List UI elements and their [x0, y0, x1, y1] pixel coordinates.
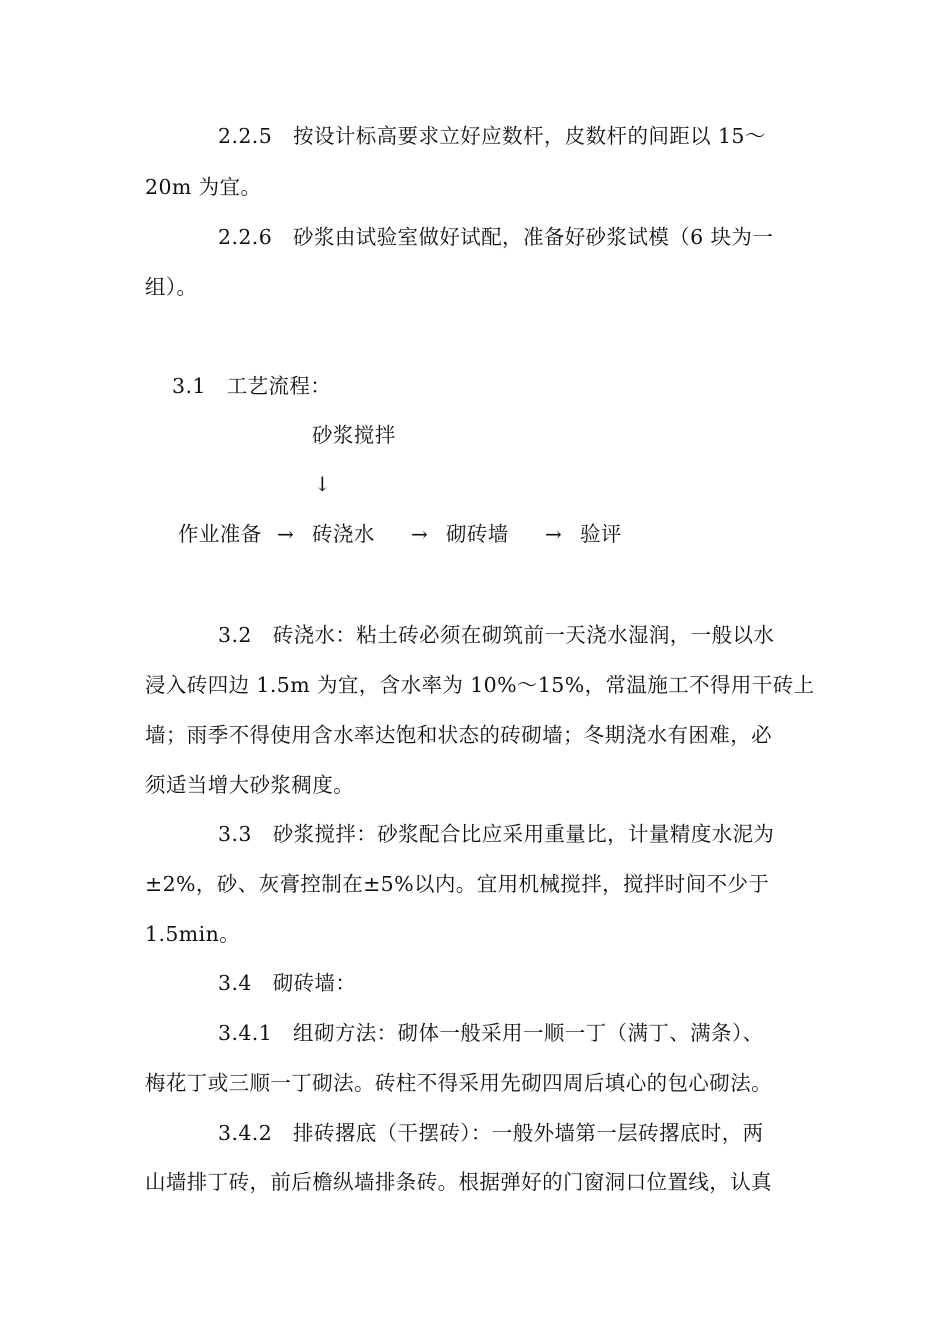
- paragraph-3-3-line-3: 1.5min。: [145, 922, 241, 946]
- flow-node-mortar-mixing: 砂浆搅拌: [312, 423, 396, 447]
- flow-node-brick-watering: 砖浇水: [312, 522, 375, 546]
- paragraph-2-2-5-line-1: 2.2.5 按设计标高要求立好应数杆，皮数杆的间距以 15～: [218, 124, 766, 148]
- paragraph-3-3-line-2: ±2%，砂、灰膏控制在±5%以内。宜用机械搅拌，搅拌时间不少于: [145, 872, 770, 896]
- flow-node-preparation: 作业准备: [178, 522, 262, 546]
- flow-node-evaluation: 验评: [580, 522, 622, 546]
- flow-right-arrow-icon: →: [411, 522, 428, 546]
- flow-node-bricklaying: 砌砖墙: [446, 522, 509, 546]
- section-3-1-heading: 3.1 工艺流程：: [172, 374, 332, 398]
- paragraph-3-2-line-1: 3.2 砖浇水：粘土砖必须在砌筑前一天浇水湿润，一般以水: [218, 623, 775, 647]
- paragraph-3-3-line-1: 3.3 砂浆搅拌：砂浆配合比应采用重量比，计量精度水泥为: [218, 822, 775, 846]
- paragraph-3-4-2-line-1: 3.4.2 排砖撂底（干摆砖）：一般外墙第一层砖撂底时，两: [218, 1121, 764, 1145]
- flow-right-arrow-icon: →: [545, 522, 562, 546]
- paragraph-3-2-line-4: 须适当增大砂浆稠度。: [145, 773, 354, 797]
- paragraph-2-2-5-line-2: 20m 为宜。: [145, 175, 262, 199]
- paragraph-3-4-1-line-1: 3.4.1 组砌方法：砌体一般采用一顺一丁（满丁、满条）、: [218, 1021, 764, 1045]
- paragraph-3-4-1-line-2: 梅花丁或三顺一丁砌法。砖柱不得采用先砌四周后填心的包心砌法。: [145, 1071, 772, 1095]
- paragraph-2-2-6-line-1: 2.2.6 砂浆由试验室做好试配，准备好砂浆试模（6 块为一: [218, 225, 774, 249]
- paragraph-3-4-2-line-2: 山墙排丁砖，前后檐纵墙排条砖。根据弹好的门窗洞口位置线，认真: [145, 1170, 772, 1194]
- paragraph-2-2-6-line-2: 组）。: [145, 275, 198, 299]
- paragraph-3-2-line-2: 浸入砖四边 1.5m 为宜，含水率为 10%～15%，常温施工不得用干砖上: [145, 673, 815, 697]
- flow-down-arrow-icon: ↓: [314, 472, 331, 496]
- flow-right-arrow-icon: →: [277, 522, 294, 546]
- section-3-4-heading: 3.4 砌砖墙：: [218, 971, 357, 995]
- paragraph-3-2-line-3: 墙；雨季不得使用含水率达饱和状态的砖砌墙；冬期浇水有困难，必: [145, 723, 772, 747]
